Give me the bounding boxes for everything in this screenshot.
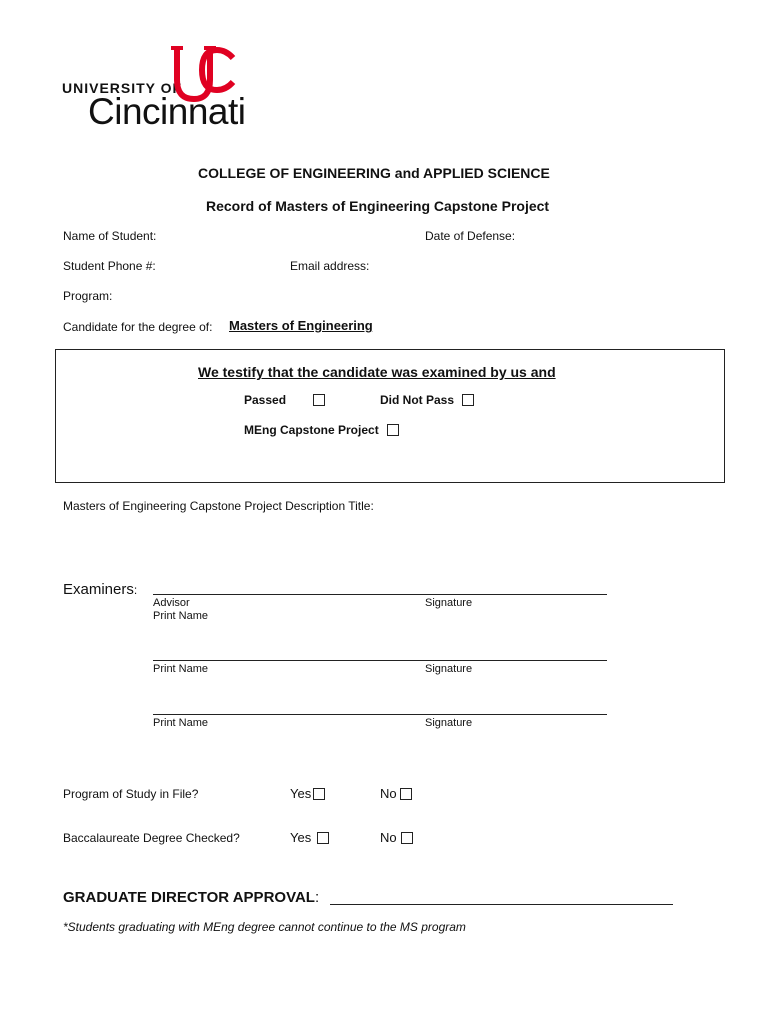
examiner-2-line[interactable] (153, 660, 607, 661)
uc-monogram-icon (170, 44, 240, 106)
did-not-pass-option (380, 393, 474, 407)
program-of-study-yes-label: Yes (290, 786, 312, 801)
program-of-study-label: Program of Study in File? (63, 787, 199, 801)
baccalaureate-no-label: No (380, 830, 397, 845)
advisor-label: Advisor (153, 597, 190, 609)
student-name-label: Name of Student: (63, 229, 157, 243)
college-title: COLLEGE OF ENGINEERING and APPLIED SCIENCE (198, 165, 550, 181)
defense-date-label: Date of Defense: (425, 229, 516, 243)
examiners-heading (63, 581, 137, 598)
baccalaureate-no (380, 830, 413, 845)
degree-value: Masters of Engineering (229, 318, 373, 333)
examiners-label: Examiners (63, 581, 134, 598)
degree-label: Candidate for the degree of: (63, 320, 213, 334)
description-title-label: Masters of Engineering Capstone Project Description Title: (63, 499, 374, 513)
examiner-1-line[interactable] (153, 594, 607, 595)
passed-option (244, 393, 325, 407)
program-of-study-yes (290, 786, 325, 801)
logo-cincinnati: Cincinnati (88, 91, 246, 132)
capstone-option (244, 423, 399, 437)
phone-label: Student Phone #: (63, 259, 156, 273)
examiner-2-print-name-label: Print Name (153, 663, 209, 675)
program-of-study-no-checkbox[interactable] (400, 788, 412, 800)
examiners-colon: : (133, 583, 138, 597)
examiner-1-print-name-label: Print Name (153, 610, 209, 622)
ms-program-note: *Students graduating with MEng degree cannot continue to the MS program (63, 920, 466, 934)
approval-label: GRADUATE DIRECTOR APPROVAL (63, 889, 315, 906)
did-not-pass-checkbox[interactable] (462, 394, 474, 406)
capstone-label: MEng Capstone Project (244, 423, 379, 437)
logo-university-of: UNIVERSITY OF (62, 80, 183, 96)
graduate-director-approval (63, 889, 319, 906)
testify-heading: We testify that the candidate was examined by us and (198, 364, 556, 380)
baccalaureate-yes-checkbox[interactable] (317, 832, 329, 844)
examiner-3-line[interactable] (153, 714, 607, 715)
baccalaureate-yes-label: Yes (290, 830, 312, 845)
did-not-pass-label: Did Not Pass (380, 393, 455, 407)
passed-checkbox[interactable] (313, 394, 325, 406)
program-of-study-yes-checkbox[interactable] (313, 788, 325, 800)
examiner-1-signature-label: Signature (425, 597, 473, 609)
email-label: Email address: (290, 259, 370, 273)
approval-signature-line[interactable] (330, 904, 673, 905)
capstone-checkbox[interactable] (387, 424, 399, 436)
examiner-3-print-name-label: Print Name (153, 717, 209, 729)
examiner-3-signature-label: Signature (425, 717, 473, 729)
approval-colon: : (314, 889, 320, 906)
baccalaureate-label: Baccalaureate Degree Checked? (63, 831, 240, 845)
program-label: Program: (63, 289, 113, 303)
program-of-study-no-label: No (380, 786, 397, 801)
examiner-2-signature-label: Signature (425, 663, 473, 675)
baccalaureate-yes (290, 830, 329, 845)
passed-label: Passed (244, 393, 287, 407)
baccalaureate-no-checkbox[interactable] (401, 832, 413, 844)
program-of-study-no (380, 786, 412, 801)
record-title: Record of Masters of Engineering Capstone Project (206, 198, 550, 214)
